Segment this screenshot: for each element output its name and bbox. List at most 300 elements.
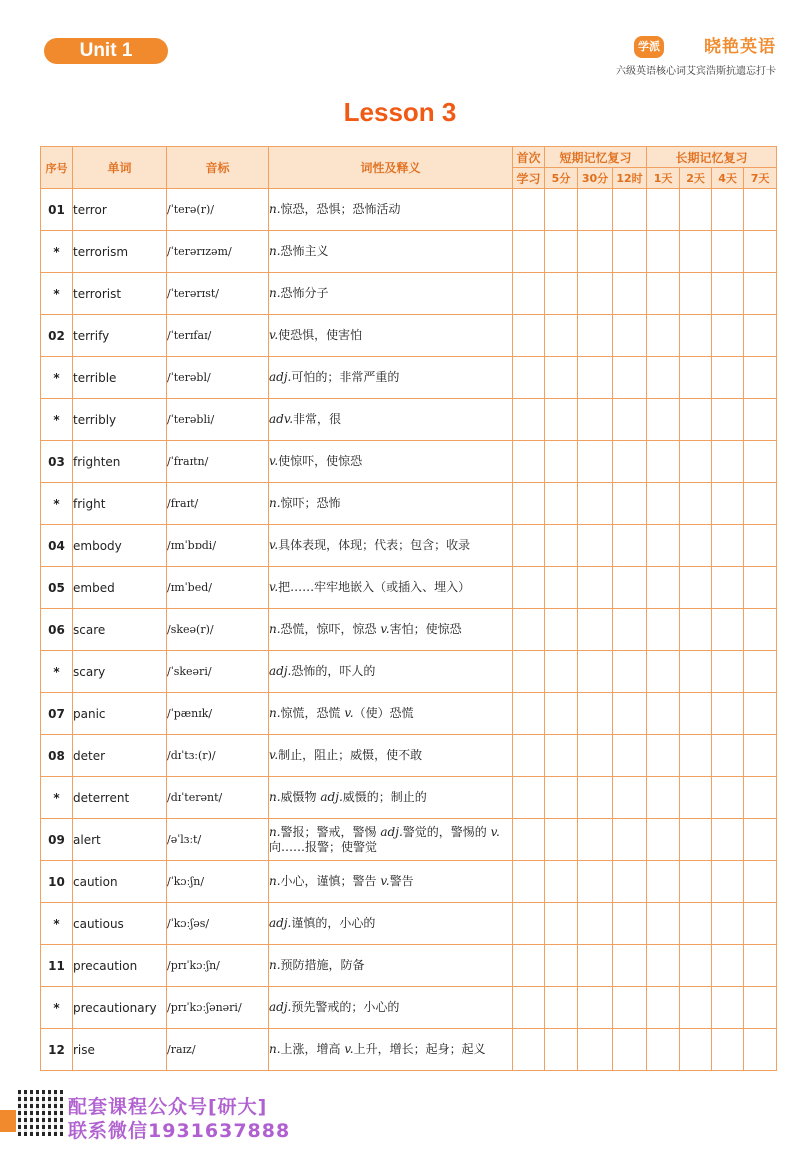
review-checkbox-cell[interactable] [513,231,545,273]
row-ipa: /ˈpænɪk/ [167,693,269,735]
meaning-text: 预防措施，防备 [280,958,365,972]
review-checkbox-cell[interactable] [680,945,712,987]
meaning-text: 可怕的；非常严重的 [291,370,400,384]
part-of-speech: n. [269,1042,281,1056]
review-checkbox-cell[interactable] [744,231,777,273]
row-ipa: /ˈterərɪst/ [167,273,269,315]
row-ipa: /skeə(r)/ [167,609,269,651]
review-checkbox-cell[interactable] [680,693,712,735]
row-number: * [41,651,73,693]
review-checkbox-cell[interactable] [545,441,578,483]
row-ipa: /ˈterəbl/ [167,357,269,399]
review-checkbox-cell[interactable] [545,861,578,903]
review-checkbox-cell[interactable] [647,945,680,987]
review-checkbox-cell[interactable] [647,483,680,525]
review-checkbox-cell[interactable] [712,987,744,1029]
table-row [41,567,777,609]
review-checkbox-cell[interactable] [613,1029,647,1071]
part-of-speech: n. [269,202,281,216]
meaning-text: 制止，阻止；威慑，使不敢 [278,748,423,762]
part-of-speech: n. [269,496,281,510]
review-checkbox-cell[interactable] [578,693,613,735]
row-definition [269,651,513,693]
meaning-text: 谨慎的，小心的 [291,916,376,930]
review-checkbox-cell[interactable] [647,609,680,651]
header-long-col: 1天 [647,168,680,189]
row-number: 12 [41,1029,73,1071]
part-of-speech: v. [269,580,279,594]
review-checkbox-cell[interactable] [744,903,777,945]
review-checkbox-cell[interactable] [513,441,545,483]
meaning-text: 具体表现，体现；代表；包含；收录 [278,538,471,552]
row-word: rise [73,1029,167,1071]
review-checkbox-cell[interactable] [513,987,545,1029]
review-checkbox-cell[interactable] [680,609,712,651]
row-ipa: /fraɪt/ [167,483,269,525]
review-checkbox-cell[interactable] [712,651,744,693]
part-of-speech: adj. [269,370,292,384]
review-checkbox-cell[interactable] [613,483,647,525]
review-checkbox-cell[interactable] [578,399,613,441]
review-checkbox-cell[interactable] [712,609,744,651]
review-checkbox-cell[interactable] [545,651,578,693]
review-checkbox-cell[interactable] [744,483,777,525]
header-long-col: 4天 [712,168,744,189]
review-checkbox-cell[interactable] [647,441,680,483]
table-row [41,357,777,399]
review-checkbox-cell[interactable] [545,1029,578,1071]
header-long-review: 长期记忆复习 [647,147,777,168]
review-checkbox-cell[interactable] [647,357,680,399]
review-checkbox-cell[interactable] [613,273,647,315]
table-row [41,735,777,777]
table-row [41,315,777,357]
review-checkbox-cell[interactable] [545,231,578,273]
review-checkbox-cell[interactable] [513,567,545,609]
meaning-text: 上升，增长；起身；起义 [353,1042,486,1056]
review-checkbox-cell[interactable] [578,651,613,693]
table-row [41,273,777,315]
row-ipa: /ˈkɔːʃn/ [167,861,269,903]
table-row [41,1029,777,1071]
review-checkbox-cell[interactable] [545,609,578,651]
review-checkbox-cell[interactable] [578,483,613,525]
review-checkbox-cell[interactable] [613,945,647,987]
part-of-speech: adv. [269,412,294,426]
row-number: 04 [41,525,73,567]
review-checkbox-cell[interactable] [545,693,578,735]
review-checkbox-cell[interactable] [647,189,680,231]
row-ipa: /ˈkɔːʃəs/ [167,903,269,945]
review-checkbox-cell[interactable] [744,609,777,651]
promo-line-1: 配套课程公众号[研大] [68,1096,268,1118]
review-checkbox-cell[interactable] [680,357,712,399]
row-word: precaution [73,945,167,987]
review-checkbox-cell[interactable] [680,861,712,903]
row-ipa: /ˈterɪfaɪ/ [167,315,269,357]
review-checkbox-cell[interactable] [744,987,777,1029]
review-checkbox-cell[interactable] [513,651,545,693]
review-checkbox-cell[interactable] [578,609,613,651]
review-checkbox-cell[interactable] [613,861,647,903]
review-checkbox-cell[interactable] [744,441,777,483]
part-of-speech: n. [269,244,281,258]
review-checkbox-cell[interactable] [680,735,712,777]
table-row [41,231,777,273]
review-checkbox-cell[interactable] [680,231,712,273]
review-checkbox-cell[interactable] [712,357,744,399]
review-checkbox-cell[interactable] [545,777,578,819]
review-checkbox-cell[interactable] [712,693,744,735]
row-definition [269,861,513,903]
review-checkbox-cell[interactable] [680,273,712,315]
review-checkbox-cell[interactable] [578,1029,613,1071]
review-checkbox-cell[interactable] [578,315,613,357]
table-row [41,483,777,525]
meaning-text: 恐怖分子 [280,286,329,300]
review-checkbox-cell[interactable] [647,693,680,735]
meaning-text: 害怕；使惊恐 [389,622,462,636]
review-checkbox-cell[interactable] [680,777,712,819]
review-checkbox-cell[interactable] [513,945,545,987]
table-row [41,525,777,567]
review-checkbox-cell[interactable] [744,525,777,567]
review-checkbox-cell[interactable] [744,567,777,609]
part-of-speech: n. [269,874,281,888]
review-checkbox-cell[interactable] [613,567,647,609]
review-checkbox-cell[interactable] [613,693,647,735]
table-row [41,441,777,483]
review-checkbox-cell[interactable] [647,399,680,441]
row-number: 07 [41,693,73,735]
row-word: caution [73,861,167,903]
header-long-col: 2天 [680,168,712,189]
header-long-col: 7天 [744,168,777,189]
review-checkbox-cell[interactable] [712,567,744,609]
review-checkbox-cell[interactable] [744,819,777,861]
review-checkbox-cell[interactable] [513,483,545,525]
row-definition [269,273,513,315]
row-number: * [41,231,73,273]
review-checkbox-cell[interactable] [513,525,545,567]
review-checkbox-cell[interactable] [680,1029,712,1071]
review-checkbox-cell[interactable] [613,651,647,693]
review-checkbox-cell[interactable] [680,987,712,1029]
part-of-speech: v. [344,1042,354,1056]
row-word: scary [73,651,167,693]
review-checkbox-cell[interactable] [545,189,578,231]
row-ipa: /əˈlɜːt/ [167,819,269,861]
meaning-text: 恐怖主义 [280,244,329,258]
review-checkbox-cell[interactable] [744,357,777,399]
review-checkbox-cell[interactable] [613,441,647,483]
review-checkbox-cell[interactable] [513,609,545,651]
review-checkbox-cell[interactable] [545,315,578,357]
review-checkbox-cell[interactable] [578,987,613,1029]
review-checkbox-cell[interactable] [613,525,647,567]
review-checkbox-cell[interactable] [513,189,545,231]
row-number: * [41,357,73,399]
review-checkbox-cell[interactable] [545,357,578,399]
review-checkbox-cell[interactable] [680,525,712,567]
review-checkbox-cell[interactable] [647,987,680,1029]
row-definition [269,735,513,777]
review-checkbox-cell[interactable] [513,777,545,819]
vocab-table [40,146,777,1071]
review-checkbox-cell[interactable] [744,651,777,693]
part-of-speech: v. [269,538,279,552]
review-checkbox-cell[interactable] [680,399,712,441]
row-number: * [41,483,73,525]
review-checkbox-cell[interactable] [680,315,712,357]
review-checkbox-cell[interactable] [578,525,613,567]
review-checkbox-cell[interactable] [578,945,613,987]
review-checkbox-cell[interactable] [712,273,744,315]
promo-line-2: 联系微信1931637888 [68,1120,291,1142]
review-checkbox-cell[interactable] [578,777,613,819]
row-word: panic [73,693,167,735]
review-checkbox-cell[interactable] [513,693,545,735]
review-checkbox-cell[interactable] [613,357,647,399]
review-checkbox-cell[interactable] [647,567,680,609]
review-checkbox-cell[interactable] [578,903,613,945]
review-checkbox-cell[interactable] [647,1029,680,1071]
part-of-speech: adj. [320,790,343,804]
table-row [41,819,777,861]
review-checkbox-cell[interactable] [712,483,744,525]
review-checkbox-cell[interactable] [513,273,545,315]
review-checkbox-cell[interactable] [578,567,613,609]
meaning-text: 恐怖的，吓人的 [291,664,376,678]
row-definition [269,777,513,819]
row-definition [269,1029,513,1071]
review-checkbox-cell[interactable] [712,315,744,357]
table-row [41,861,777,903]
review-checkbox-cell[interactable] [712,399,744,441]
header-index: 序号 [41,147,73,189]
review-checkbox-cell[interactable] [578,231,613,273]
review-checkbox-cell[interactable] [613,609,647,651]
row-word: scare [73,609,167,651]
review-checkbox-cell[interactable] [744,1029,777,1071]
meaning-text: 惊慌，恐慌 [280,706,341,720]
review-checkbox-cell[interactable] [545,735,578,777]
brand [576,36,776,78]
row-word: precautionary [73,987,167,1029]
review-checkbox-cell[interactable] [744,945,777,987]
review-checkbox-cell[interactable] [613,987,647,1029]
row-word: deterrent [73,777,167,819]
part-of-speech: v. [269,454,279,468]
review-checkbox-cell[interactable] [513,399,545,441]
review-checkbox-cell[interactable] [680,189,712,231]
row-number: 09 [41,819,73,861]
row-number: 05 [41,567,73,609]
review-checkbox-cell[interactable] [545,987,578,1029]
review-checkbox-cell[interactable] [712,819,744,861]
part-of-speech: n. [269,790,281,804]
part-of-speech: adj. [269,1000,292,1014]
meaning-text: 使惊吓，使惊恐 [278,454,363,468]
review-checkbox-cell[interactable] [647,525,680,567]
review-checkbox-cell[interactable] [578,819,613,861]
review-checkbox-cell[interactable] [578,735,613,777]
review-checkbox-cell[interactable] [712,903,744,945]
review-checkbox-cell[interactable] [545,399,578,441]
row-number: * [41,987,73,1029]
review-checkbox-cell[interactable] [578,273,613,315]
row-ipa: /ˈterə(r)/ [167,189,269,231]
review-checkbox-cell[interactable] [680,903,712,945]
table-row [41,987,777,1029]
review-checkbox-cell[interactable] [613,189,647,231]
row-definition [269,399,513,441]
review-checkbox-cell[interactable] [578,861,613,903]
table-row [41,651,777,693]
part-of-speech: v. [380,874,390,888]
row-ipa: /prɪˈkɔːʃənəri/ [167,987,269,1029]
row-number: * [41,273,73,315]
review-checkbox-cell[interactable] [545,273,578,315]
review-checkbox-cell[interactable] [647,231,680,273]
header-short-col: 5分 [545,168,578,189]
table-row [41,693,777,735]
review-checkbox-cell[interactable] [680,567,712,609]
review-checkbox-cell[interactable] [513,1029,545,1071]
meaning-text: 警告 [389,874,414,888]
review-checkbox-cell[interactable] [680,819,712,861]
review-checkbox-cell[interactable] [513,819,545,861]
review-checkbox-cell[interactable] [712,189,744,231]
part-of-speech: adj. [269,664,292,678]
row-ipa: /ˈfraɪtn/ [167,441,269,483]
review-checkbox-cell[interactable] [744,735,777,777]
review-checkbox-cell[interactable] [744,273,777,315]
review-checkbox-cell[interactable] [744,315,777,357]
meaning-text: 惊吓；恐怖 [280,496,341,510]
row-definition [269,441,513,483]
review-checkbox-cell[interactable] [545,945,578,987]
review-checkbox-cell[interactable] [613,315,647,357]
review-checkbox-cell[interactable] [513,735,545,777]
review-checkbox-cell[interactable] [613,399,647,441]
header-short-review: 短期记忆复习 [545,147,647,168]
row-word: deter [73,735,167,777]
row-ipa: /dɪˈterənt/ [167,777,269,819]
review-checkbox-cell[interactable] [712,231,744,273]
part-of-speech: v. [269,748,279,762]
part-of-speech: v. [269,328,279,342]
review-checkbox-cell[interactable] [680,483,712,525]
review-checkbox-cell[interactable] [545,567,578,609]
row-definition [269,903,513,945]
review-checkbox-cell[interactable] [680,441,712,483]
row-ipa: /ˈskeəri/ [167,651,269,693]
review-checkbox-cell[interactable] [744,861,777,903]
review-checkbox-cell[interactable] [613,231,647,273]
row-ipa: /ˈterəbli/ [167,399,269,441]
review-checkbox-cell[interactable] [647,315,680,357]
review-checkbox-cell[interactable] [647,861,680,903]
row-word: fright [73,483,167,525]
row-ipa: /dɪˈtɜː(r)/ [167,735,269,777]
header-first-sub: 学习 [513,168,545,189]
row-definition [269,987,513,1029]
part-of-speech: v. [344,706,354,720]
review-checkbox-cell[interactable] [680,651,712,693]
row-ipa: /ˈterərɪzəm/ [167,231,269,273]
row-definition [269,189,513,231]
review-checkbox-cell[interactable] [578,441,613,483]
review-checkbox-cell[interactable] [513,357,545,399]
row-number: 03 [41,441,73,483]
row-definition [269,567,513,609]
row-definition [269,483,513,525]
review-checkbox-cell[interactable] [712,735,744,777]
review-checkbox-cell[interactable] [712,1029,744,1071]
table-row [41,945,777,987]
review-checkbox-cell[interactable] [613,735,647,777]
part-of-speech: n. [269,824,281,839]
row-definition [269,357,513,399]
review-checkbox-cell[interactable] [513,315,545,357]
review-checkbox-cell[interactable] [712,945,744,987]
part-of-speech: n. [269,286,281,300]
review-checkbox-cell[interactable] [744,777,777,819]
review-checkbox-cell[interactable] [578,189,613,231]
table-row [41,189,777,231]
meaning-text: 恐慌，惊吓，惊恐 [280,622,377,636]
review-checkbox-cell[interactable] [647,903,680,945]
review-checkbox-cell[interactable] [712,525,744,567]
review-checkbox-cell[interactable] [647,777,680,819]
row-number: 01 [41,189,73,231]
review-checkbox-cell[interactable] [578,357,613,399]
review-checkbox-cell[interactable] [613,819,647,861]
row-number: 08 [41,735,73,777]
meaning-text: （使）恐慌 [353,706,414,720]
review-checkbox-cell[interactable] [513,861,545,903]
review-checkbox-cell[interactable] [513,903,545,945]
row-number: 02 [41,315,73,357]
meaning-text: 向……报警；使警觉 [269,839,378,854]
row-definition [269,945,513,987]
review-checkbox-cell[interactable] [647,651,680,693]
review-checkbox-cell[interactable] [545,483,578,525]
review-checkbox-cell[interactable] [712,861,744,903]
review-checkbox-cell[interactable] [712,441,744,483]
review-checkbox-cell[interactable] [545,525,578,567]
row-definition [269,525,513,567]
review-checkbox-cell[interactable] [613,903,647,945]
row-ipa: /ɪmˈbed/ [167,567,269,609]
review-checkbox-cell[interactable] [744,693,777,735]
review-checkbox-cell[interactable] [712,777,744,819]
review-checkbox-cell[interactable] [647,819,680,861]
part-of-speech: n. [269,622,281,636]
review-checkbox-cell[interactable] [613,777,647,819]
meaning-text: 预先警戒的；小心的 [291,1000,400,1014]
review-checkbox-cell[interactable] [545,903,578,945]
review-checkbox-cell[interactable] [744,189,777,231]
review-checkbox-cell[interactable] [647,273,680,315]
review-checkbox-cell[interactable] [744,399,777,441]
brand-subtitle: 六级英语核心词艾宾浩斯抗遗忘打卡 [616,66,776,77]
review-checkbox-cell[interactable] [545,819,578,861]
row-word: terribly [73,399,167,441]
table-row [41,777,777,819]
review-checkbox-cell[interactable] [647,735,680,777]
